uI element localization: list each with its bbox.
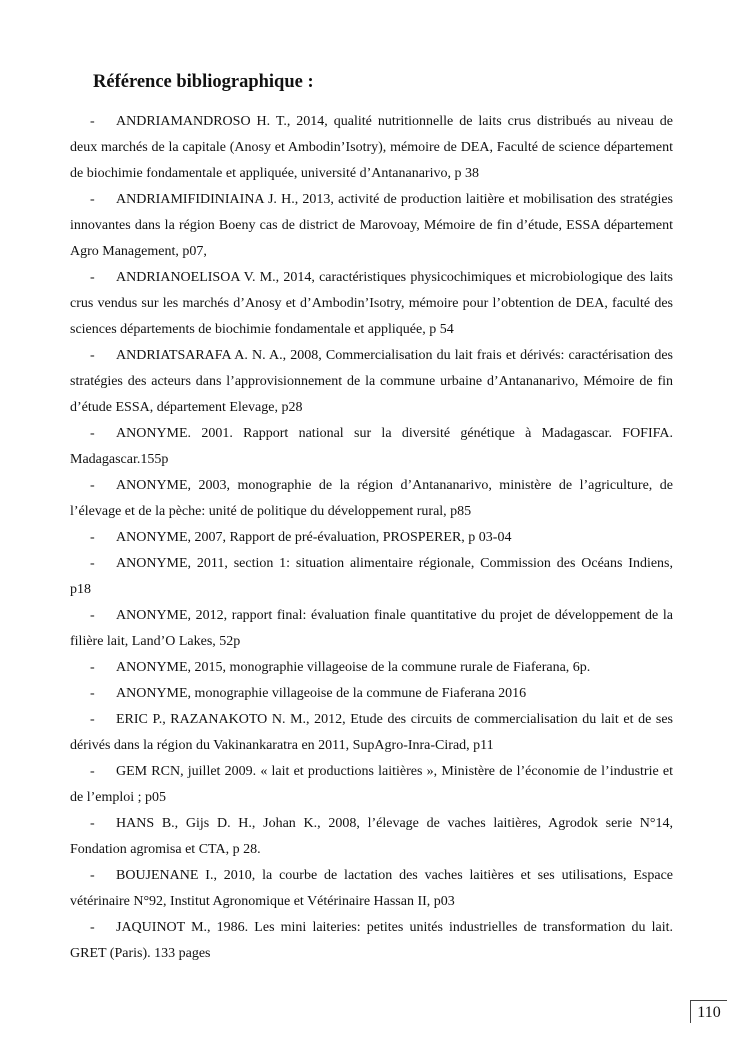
reference-text: HANS B., Gijs D. H., Johan K., 2008, l’élevage de vaches laitières, Agrodok serie N°14, Fondation agromisa et CTA, p 28. bbox=[70, 816, 673, 857]
reference-item bbox=[70, 707, 673, 759]
reference-item bbox=[70, 421, 673, 473]
reference-text: ANDRIAMANDROSO H. T., 2014, qualité nutritionnelle de laits crus distribués au niveau de deux marchés de la capitale (Anosy et Ambodin’Isotry), mémoire de DEA, Faculté de science département de biochimie fondamentale et appliquée, université d’Antananarivo, p 38 bbox=[70, 114, 673, 181]
reference-item bbox=[70, 603, 673, 655]
bullet-dash: - bbox=[90, 348, 95, 363]
bullet-dash: - bbox=[90, 426, 95, 441]
bullet-dash: - bbox=[90, 556, 95, 571]
reference-item bbox=[70, 343, 673, 421]
reference-text: ANONYME, 2015, monographie villageoise de la commune rurale de Fiaferana, 6p. bbox=[116, 660, 591, 675]
reference-text: ANONYME, 2011, section 1: situation alimentaire régionale, Commission des Océans Indiens, p18 bbox=[70, 556, 673, 597]
reference-text: ANONYME, 2003, monographie de la région d’Antananarivo, ministère de l’agriculture, de l’élevage et de la pèche: unité de politique du développement rural, p85 bbox=[70, 478, 673, 519]
bullet-dash: - bbox=[90, 478, 95, 493]
bullet-dash: - bbox=[90, 712, 95, 727]
reference-text: ANDRIAMIFIDINIAINA J. H., 2013, activité de production laitière et mobilisation des stratégies innovantes dans la région Boeny cas de district de Marovoay, Mémoire de fin d’étude, ESSA département Agro Management, p07, bbox=[70, 192, 673, 259]
reference-text: ANONYME, monographie villageoise de la commune de Fiaferana 2016 bbox=[116, 686, 527, 701]
reference-list bbox=[70, 109, 673, 967]
reference-text: ANDRIANOELISOA V. M., 2014, caractéristiques physicochimiques et microbiologique des laits crus vendus sur les marchés d’Anosy et d’Ambodin’Isotry, mémoire pour l’obtention de DEA, faculté des sciences départements de biochimie fondamentale et appliquée, p 54 bbox=[70, 270, 673, 337]
reference-item bbox=[70, 551, 673, 603]
bullet-dash: - bbox=[90, 608, 95, 623]
bullet-dash: - bbox=[90, 270, 95, 285]
bullet-dash: - bbox=[90, 920, 95, 935]
bullet-dash: - bbox=[90, 686, 95, 701]
reference-item bbox=[70, 187, 673, 265]
reference-text: ANONYME, 2007, Rapport de pré-évaluation, PROSPERER, p 03-04 bbox=[116, 530, 512, 545]
reference-text: ANONYME, 2012, rapport final: évaluation finale quantitative du projet de développement de la filière lait, Land’O Lakes, 52p bbox=[70, 608, 673, 649]
page-title: Référence bibliographique : bbox=[93, 72, 314, 92]
reference-item bbox=[70, 915, 673, 967]
reference-text: BOUJENANE I., 2010, la courbe de lactation des vaches laitières et ses utilisations, Espace vétérinaire N°92, Institut Agronomique et Vétérinaire Hassan II, p03 bbox=[70, 868, 673, 909]
page-number: 110 bbox=[690, 1000, 727, 1023]
reference-text: ANONYME. 2001. Rapport national sur la diversité génétique à Madagascar. FOFIFA. Madagascar.155p bbox=[70, 426, 673, 467]
bullet-dash: - bbox=[90, 764, 95, 779]
reference-item bbox=[70, 265, 673, 343]
reference-item bbox=[70, 681, 673, 707]
bullet-dash: - bbox=[90, 660, 95, 675]
bullet-dash: - bbox=[90, 192, 95, 207]
bullet-dash: - bbox=[90, 868, 95, 883]
reference-item bbox=[70, 525, 673, 551]
reference-text: JAQUINOT M., 1986. Les mini laiteries: petites unités industrielles de transformation du lait. GRET (Paris). 133 pages bbox=[70, 920, 673, 961]
reference-text: ERIC P., RAZANAKOTO N. M., 2012, Etude des circuits de commercialisation du lait et de ses dérivés dans la région du Vakinankaratra en 2011, SupAgro-Inra-Cirad, p11 bbox=[70, 712, 673, 753]
reference-item bbox=[70, 863, 673, 915]
reference-item bbox=[70, 473, 673, 525]
bullet-dash: - bbox=[90, 114, 95, 129]
reference-item bbox=[70, 811, 673, 863]
reference-item bbox=[70, 109, 673, 187]
bullet-dash: - bbox=[90, 816, 95, 831]
reference-text: GEM RCN, juillet 2009. « lait et productions laitières », Ministère de l’économie de l’industrie et de l’emploi ; p05 bbox=[70, 764, 673, 805]
reference-item bbox=[70, 655, 673, 681]
reference-text: ANDRIATSARAFA A. N. A., 2008, Commercialisation du lait frais et dérivés: caractérisation des stratégies des acteurs dans l’approvisionnement de la commune urbaine d’Antananarivo, Mémoire de fin d’étude ESSA, département Elevage, p28 bbox=[70, 348, 673, 415]
reference-item bbox=[70, 759, 673, 811]
bullet-dash: - bbox=[90, 530, 95, 545]
